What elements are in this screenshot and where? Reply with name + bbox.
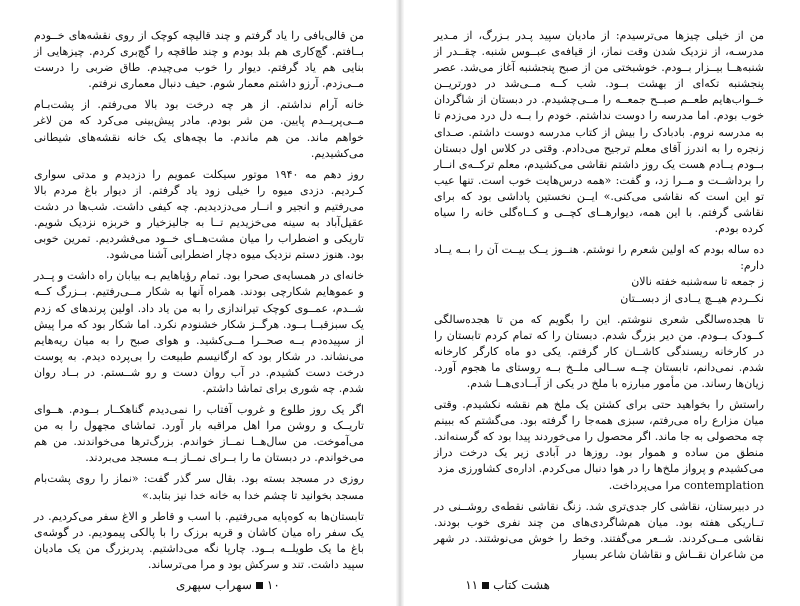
paragraph: خانه‌ای در همسایه‌ی صحرا بود. تمام رؤیاهایم بـه بیابان راه داشت و پــدر و عموهایم شکارچی بودند. همراه آنها به شکار مــی‌رفتیم. بــزرگ کــه شــدم، عمــوی کوچک تیراندازی را به من یاد داد. اولین پرندهای که زدم یک سبزقبــا بــود. هرگــز شکار خشنودم نکرد. اما شکار بود که مرا پیش از سپیده‌دم بــه صحــرا مــی‌کشید. و هوای صبح را به میان ریه‌هایم می‌نشاند. در شکار بود که ارگانیسم طبیعت را بی‌پرده دیدم. به پوست درخت دست کشیدم. در آب روان دست و رو شــستم. در بــاد روان شدم. چه شوری برای تماشا داشتم. xyxy=(34,269,364,395)
running-head: سهراب سپهری xyxy=(176,578,252,592)
verse-line: ز جمعه تا سه‌شنبه خفته نالان xyxy=(631,275,764,289)
paragraph: تابستان‌ها به کوه‌پایه می‌رفتیم. با اسب و قاطر و الاغ سفر می‌کردیم. در یک سفر راه میان کاشان و قریه برزک را با پالکی پیمودیم. در گوشه‌ی باغ ما یک طویلــه بــود. چارپا نگه می‌داشتیم. پدربزرگ من یک مادیان سپید داشت. تند و سرکش بود و مرا می‌ترساند. xyxy=(34,509,364,571)
paragraph: تا هجده‌سالگی شعری ننوشتم. این را بگویم که من تا هجده‌سالگی کــودک بــودم. من دیر بزرگ شدم. دبستان را که تمام کردم تابستان را در کارخانه ریسندگی کاشــان کار گرفتم. یکی دو ماه کارگر کارخانه شدم. نمی‌دانم، تابستان چــه ســالی ملــخ بــه روستای ما هجوم آورد. زیان‌ها رساند. من مأمور مبارزه با ملخ در یکی از آبــادی‌هــا شدم. xyxy=(434,312,764,390)
paragraph: contemplation مرا می‌پرداخت. xyxy=(608,478,764,492)
square-bullet-icon xyxy=(256,582,263,589)
paragraph: در دبیرستان، نقاشی کار جدی‌تری شد. زنگ نقاشی نقطه‌ی روشــنی در تــاریکی هفته بود. میان هم‌شاگردی‌های من چند نفری خوب بودند. نقاشی مــی‌کردند. شــعر می‌گفتند. وخط را خوش می‌نوشتند. در شهر من شاعران نقــاش و نقاشان شاعر بسیار xyxy=(434,499,764,561)
page-number: ۱۱ xyxy=(465,578,479,592)
right-page-footer xyxy=(465,578,550,592)
paragraph: روز دهم مه ۱۹۴۰ موتور سیکلت عمویم را دزدیدم و مدتی سواری کـردیم. دزدی میوه را خیلی زود یاد گرفتم. از دیوار باغ مردم بالا می‌رفتیم و انجیر و انــار می‌دزدیدیم. چه کیفی داشت. شب‌ها در دشت عقیل‌آباد به سینه می‌خزیدیم تــا به جالیزخیار و خربزه نزدیک شویم. تاریکی و اضطراب را میان مشت‌هــای خــود می‌فشردیم. تمرین خوبی بود. هنوز دستم نزدیک میوه دچار اضطرابی آشنا می‌شود. xyxy=(34,167,364,262)
square-bullet-icon xyxy=(482,582,489,589)
page-number: ۱۰ xyxy=(266,578,280,592)
paragraph: خانه آرام نداشتم. از هر چه درخت بود بالا می‌رفتم. از پشت‌بـام مــی‌پریــدم پایین. من شر بودم. مادر پیش‌بینی می‌کرد که من لاغر خواهم ماند. من هم ماندم. ما بچه‌های یک خانه نقشه‌های شیطانی می‌کشیدیم. xyxy=(34,98,364,160)
paragraph: راستش را بخواهید حتی برای کشتن یک ملخ هم نقشه نکشیدم. وقتی میان مزارع راه می‌رفتم، سبزی همه‌جا را گرفته بود. می‌گشتم که ببینم چه محصولی به جا ماند. اگر محصول را می‌خوردند پیدا بود که گرسنه‌اند. منطق من ساده و هموار بود. روزها در آبادی زیر یک درخت دراز می‌کشیدم و پرواز ملخ‌ها را در هوا دنبال می‌کردم. اداره‌ی کشاورزی مزد xyxy=(434,398,764,476)
book-gutter xyxy=(396,0,404,606)
paragraph: روزی در مسجد بسته بود. بقال سر گذر گفت: «نماز را روی پشت‌بام مسجد بخوانید تا چشم خدا به خانه خدا نیز بتابد.» xyxy=(34,472,364,502)
right-page xyxy=(404,0,800,606)
left-page-footer xyxy=(176,578,280,592)
paragraph: من قالی‌بافی را یاد گرفتم و چند قالیچه کوچک از روی نقشه‌های خــودم بــافتم. گچ‌کاری هم بلد بودم و چند طاقچه را گچ‌بری کردم. چیزهایی از بنایی هم یاد گرفتم. دیوار را خوب می‌چیدم. طاق ضربی را درست مــی‌زدم. آرزو داشتم معمار شوم. حیف دنبال معماری نرفتم. xyxy=(34,29,364,91)
paragraph: اگر یک روز طلوع و غروب آفتاب را نمی‌دیدم گناهکــار بــودم. هــوای تاریــک و روشن مرا اهل مراقبه بار آورد. تماشای مجهول را به من می‌آموخت. من سال‌هــا نمــاز خواندم. بزرگ‌ترها می‌خواندند. من هم می‌خواندم. در دبستان ما را بــرای نمــاز بــه مسجد می‌بردند. xyxy=(34,403,364,465)
right-page-body xyxy=(434,28,764,568)
left-page xyxy=(0,0,396,606)
paragraph: ده ساله بودم که اولین شعرم را نوشتم. هنــوز یــک بیــت آن را بــه یــاد دارم: xyxy=(434,243,764,273)
paragraph: من از خیلی چیزها می‌ترسیدم: از مادیان سپید پـدر بـزرگ، از مـدیر مدرسـه، از نزدیک شدن وقت نماز، از قیافه‌ی عبــوس شنبه. چقــدر از شنبه‌هــا بیــزار بــودم. خوشبختی من از صبح پنجشنبه آغاز می‌شد. عصر پنجشنبه تکه‌ای از بهشت بــود. شب کــه مــی‌شد در دورتریــن خــواب‌هایم طعــم صبــح جمعــه را مــی‌چشیدم. در دبستان از شاگردان خوب بودم. اما مدرسه را دوست نداشتم. خودم را بــه دل درد می‌زدم تا به مدرسه نروم. بادبادک را بیش از کتاب مدرسه دوست داشتم. صـدای زنجره را به اندرز آقای معلم ترجیح می‌دادم. وقتی در کلاس اول دبستان بــودم یــادم هست یک روز داشتم نقاشی می‌کشیدم، معلم ترکــه‌ی انــار را برداشــت و مــرا زد، و گفت: «همه درس‌هایت خوب است. تنها عیب تو این است که نقاشی می‌کنی.» ایــن نخستین پاداشی بود که برای نقاشی گرفتم. با این همه، دیوارهــای کچــی و کــاه‌گلی خانه را سیاه کرده بودم. xyxy=(434,29,764,236)
running-head: هشت کتاب xyxy=(493,578,550,592)
left-page-body xyxy=(34,28,364,578)
verse-line: نکــردم هیــچ یــادی از دبســتان xyxy=(620,291,764,305)
